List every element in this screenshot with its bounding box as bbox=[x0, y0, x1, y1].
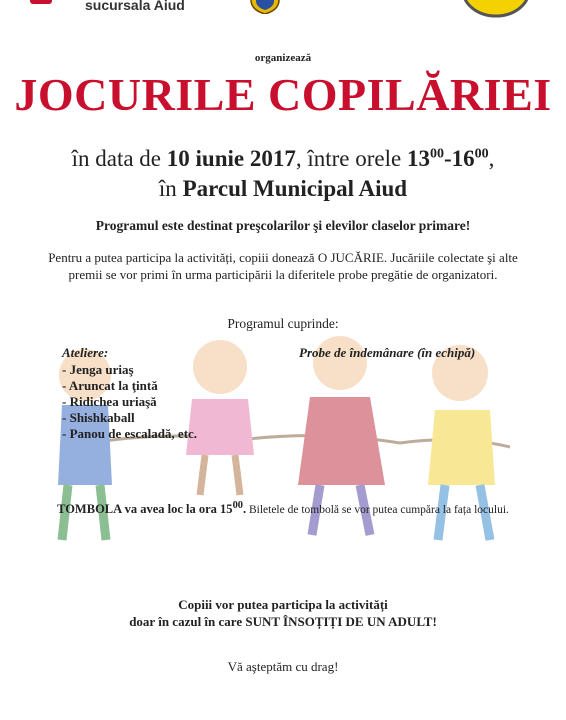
crest-icon bbox=[248, 0, 282, 14]
time-suffix: , bbox=[488, 146, 495, 171]
red-logo-icon bbox=[30, 0, 52, 4]
list-item: - Jenga uriaş bbox=[62, 362, 197, 378]
program-heading: Programul cuprinde: bbox=[227, 316, 339, 331]
event-place: Parcul Municipal Aiud bbox=[182, 176, 408, 201]
time-start: 13 bbox=[406, 146, 430, 171]
event-title: JOCURILE COPILĂRIEI bbox=[14, 69, 552, 120]
list-item: - Panou de escaladă, etc. bbox=[62, 426, 197, 442]
adult-notice-line2: doar în cazul în care SUNT ÎNSOȚIȚI DE UN ADULT! bbox=[129, 614, 437, 629]
list-item: - Ridichea uriaşă bbox=[62, 394, 197, 410]
target-audience: Programul este destinat preşcolarilor şi elevilor claselor primare! bbox=[95, 218, 471, 233]
event-date: 10 iunie 2017 bbox=[166, 146, 296, 171]
organizes-label: organizează bbox=[254, 52, 312, 64]
place-line bbox=[0, 176, 566, 202]
list-item: - Shishkaball bbox=[62, 410, 197, 426]
time-end: 16 bbox=[451, 146, 475, 171]
round-logo-icon bbox=[460, 0, 532, 18]
time-start-sup: 00 bbox=[429, 146, 444, 162]
time-dash: - bbox=[443, 146, 452, 171]
tombola-dot: . bbox=[242, 502, 247, 517]
closing-line: Vă aşteptăm cu drag! bbox=[227, 659, 339, 674]
donation-paragraph: Pentru a putea participa la activități, copiii donează O JUCĂRIE. Jucăriile colectate şi alte premii se vor primi în urma participării la diferitele probe pregătie de organizatori. bbox=[48, 250, 518, 282]
adult-notice bbox=[0, 596, 566, 630]
tombola-line bbox=[0, 500, 566, 517]
tombola-bold: TOMBOLA va avea loc la ora 15 bbox=[57, 502, 233, 517]
workshops-heading: Ateliere: bbox=[62, 345, 109, 360]
date-prefix: în data de bbox=[71, 146, 167, 171]
org-name: sucursala Aiud bbox=[85, 0, 185, 13]
dexterity-heading: Probe de îndemânare (în echipă) bbox=[299, 345, 476, 360]
time-end-sup: 00 bbox=[474, 146, 489, 162]
list-item: - Aruncat la ţintă bbox=[62, 378, 197, 394]
date-line bbox=[0, 146, 566, 172]
workshops-list bbox=[62, 362, 197, 442]
adult-notice-line1: Copiii vor putea participa la activități bbox=[178, 597, 388, 612]
place-prefix: în bbox=[158, 176, 183, 201]
tombola-rest: Biletele de tombolă se vor putea cumpăra la fața locului. bbox=[246, 504, 509, 517]
time-prefix: , între orele bbox=[295, 146, 407, 171]
tombola-sup: 00 bbox=[232, 500, 243, 511]
